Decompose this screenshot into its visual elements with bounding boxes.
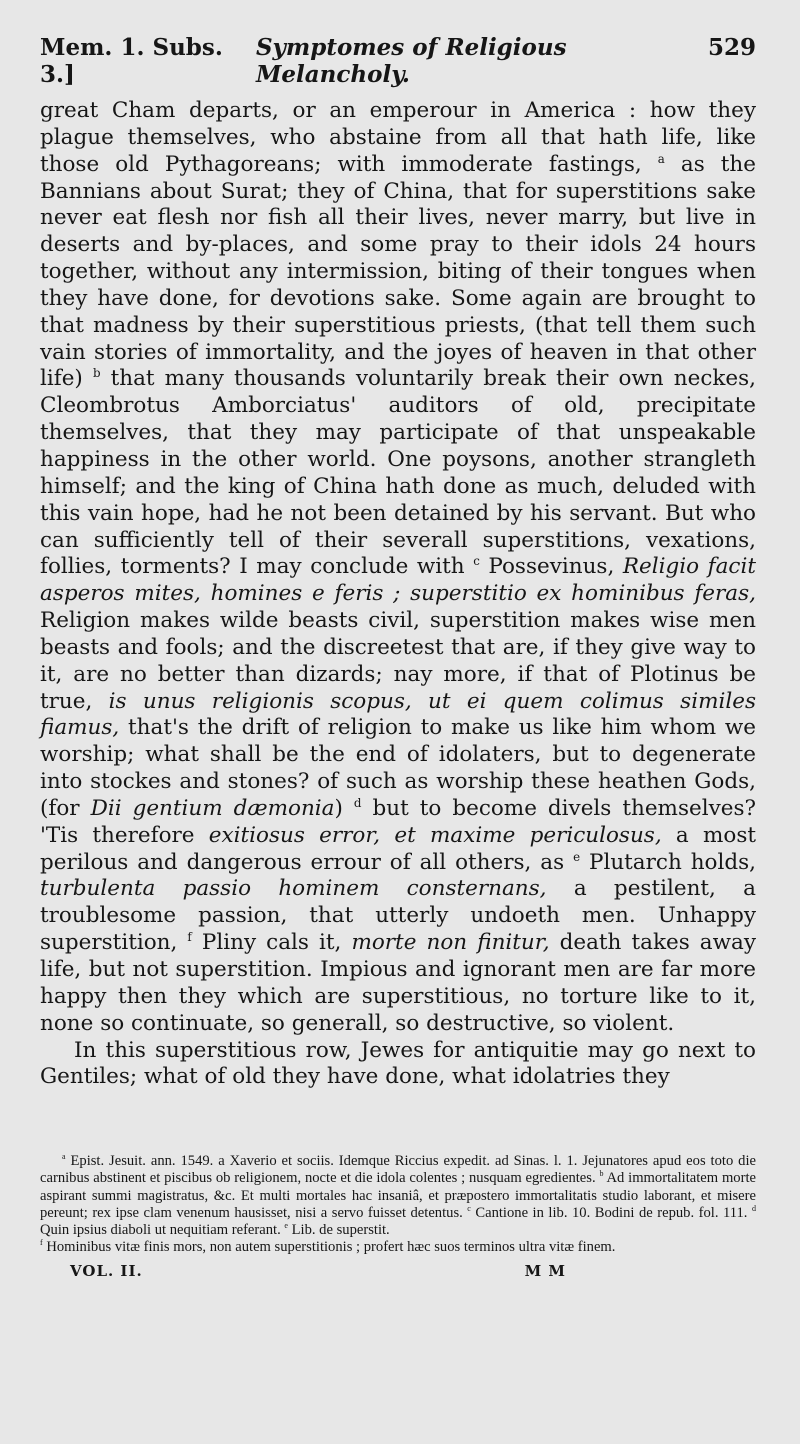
text-run: a pestilent, a troublesome passion, that utterly undoeth men. Unhappy superstition, — [40, 876, 756, 956]
latin-phrase: turbulenta passio hominem consternans, — [40, 876, 547, 902]
text-run: a most perilous and dangerous errour of all others, as — [40, 822, 757, 875]
page-number: 529 — [707, 34, 756, 61]
text-run: Lib. de superstit. — [287, 1222, 390, 1239]
text-run: ) — [334, 795, 354, 821]
footnotes — [40, 1153, 756, 1256]
latin-phrase: is unus religionis scopus, ut ei quem colimus similes fiamus, — [40, 688, 756, 741]
text-run: Possevinus, — [479, 554, 623, 580]
text-run: Pliny cals it, — [191, 930, 352, 956]
latin-phrase: Religio facit asperos mites, homines e feris ; superstitio ex hominibus feras, — [40, 554, 756, 607]
note-marker: f — [40, 1238, 43, 1248]
text-run: Religion makes wilde beasts civil, superstition makes wise men beasts and fools; and the discreetest that are, if they give way to it, are no better than dizards; nay more, if that of Plotinus be true, — [40, 608, 756, 714]
volume-label: VOL. II. — [70, 1262, 143, 1281]
body-text — [40, 98, 756, 1091]
text-run: Epist. Jesuit. ann. 1549. a Xaverio et sociis. Idemque Riccius expedit. ad Sinas. l. 1. Jejunatores apud eos toto die carnibus abstinent et piscibus ob religionem, nocte et die idola colentes ; nusquam egredientes. — [40, 1153, 756, 1187]
text-run: as the Bannians about Surat; they of China, that for superstitions sake never eat flesh nor fish all their lives, never marry, but live in deserts and by-places, and some pray to their idols 24 hours together, without any intermission, biting of their tongues when they have done, for devotions sake. Some again are brought to that madness by their superstitious priests, (that tell them such vain stories of immortality, and the joyes of heaven in that other life) — [40, 151, 756, 392]
running-head — [40, 34, 756, 88]
footnote-2 — [40, 1239, 756, 1256]
text-run: death takes away life, but not superstition. Impious and ignorant men are far more happy then they which are superstitious, no torture like to it, none so continuate, so generall, so destructive, so violent. — [40, 930, 756, 1036]
footnote-1 — [40, 1153, 756, 1239]
note-marker: f — [187, 930, 192, 944]
text-run: Plutarch holds, — [580, 849, 756, 875]
note-marker: d — [751, 1203, 756, 1213]
note-marker: a — [657, 151, 665, 166]
note-marker: c — [467, 1203, 471, 1213]
text-run: Quin ipsius diaboli ut nequitiam referant. — [40, 1222, 285, 1239]
note-marker: b — [92, 366, 101, 381]
latin-phrase: exitiosus error, et maxime periculosus, — [208, 822, 662, 848]
text-run: Ad immortalitatem morte aspirant summi magistratus, &c. Et multi mortales hac insaniâ, et præpostero immortalitatis studio laborant, et misere pereunt; rex ipse clam venenum hausisset, nisi a servo fuisset detentus. — [40, 1170, 756, 1221]
text-run: that's the drift of religion to make us like him whom we worship; what shall be the end of idolaters, but to degenerate into stockes and stones? of such as worship these heathen Gods, (for — [40, 715, 756, 821]
signature-mark: M M — [524, 1262, 566, 1281]
section-reference: Mem. 1. Subs. 3.] — [40, 34, 223, 88]
signature-line — [40, 1262, 756, 1280]
note-marker: e — [284, 1221, 288, 1231]
text-run: In this superstitious row, Jewes for antiquitie may go next to Gentiles; what of old they have done, what idolatries they — [40, 1037, 756, 1090]
paragraph-2 — [40, 1038, 756, 1092]
text-run: Cantione in lib. 10. Bodini de repub. fol. 111. — [470, 1204, 752, 1221]
text-run: Hominibus vitæ finis mors, non autem superstitionis ; profert hæc suos terminos ultra vitæ finem. — [42, 1239, 616, 1256]
note-marker: c — [473, 554, 480, 569]
note-marker: e — [573, 849, 581, 864]
note-marker: a — [62, 1152, 66, 1162]
latin-phrase: Dii gentium dæmonia — [90, 795, 335, 821]
paragraph-1 — [40, 98, 756, 1038]
running-title: Symptomes of Religious Melancholy. — [255, 34, 567, 88]
text-run: that many thousands voluntarily break their own neckes, Cleombrotus Amborciatus' auditors of old, precipitate themselves, that they may participate of that unspeakable happiness in the other world. One poysons, another strangleth himself; and the king of China hath done as much, deluded with this vain hope, had he not been detained by his servant. But who can sufficiently tell of their severall superstitions, vexations, follies, torments? I may conclude with — [40, 366, 756, 580]
text-run: but to become divels themselves? 'Tis therefore — [40, 795, 757, 848]
note-marker: b — [599, 1169, 604, 1179]
latin-phrase: morte non finitur, — [351, 930, 550, 956]
text-run: great Cham departs, or an emperour in America : how they plague themselves, who abstaine from all that hath life, like those old Pythagoreans; with immoderate fastings, — [40, 98, 756, 177]
note-marker: d — [353, 795, 362, 810]
